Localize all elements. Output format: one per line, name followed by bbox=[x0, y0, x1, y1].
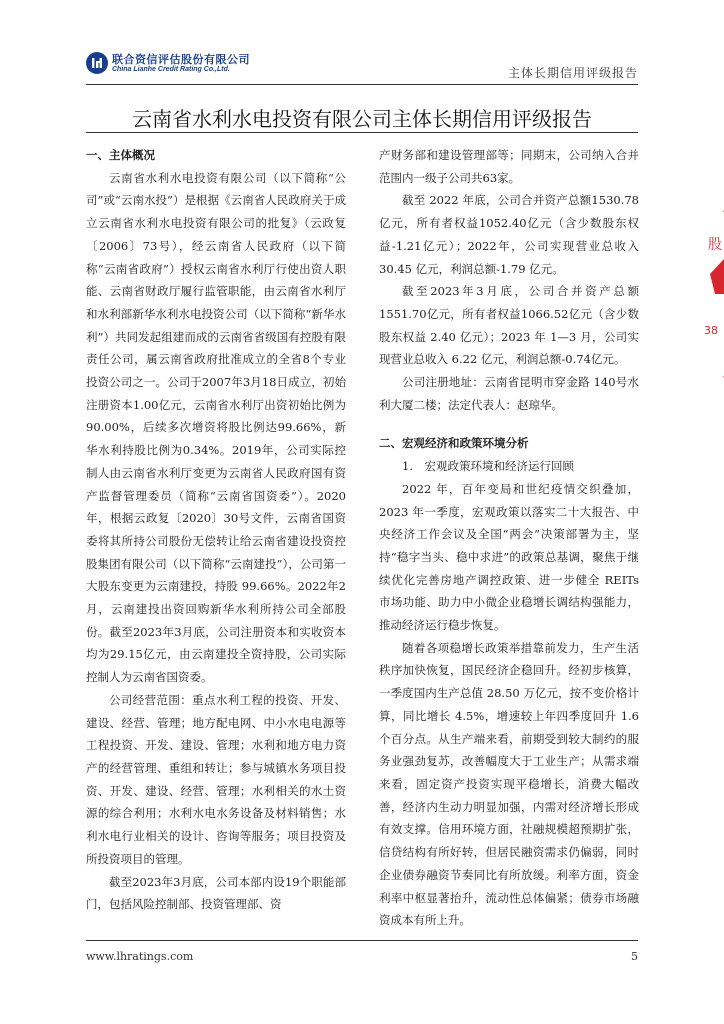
paragraph: 截至 2022 年底，公司合并资产总额1530.78亿元，所有者权益1052.40亿元（含少数股东权益-1.21亿元）；2022年，公司实现营业总收入 30.45 亿元，利润总额-1.79 亿元。 bbox=[379, 193, 639, 276]
paragraph: 截至2023年3月底，公司合并资产总额1551.70亿元，所有者权益1066.52亿元（含少数股东权益 2.40 亿元）；2023 年 1—3 月，公司实现营业总收入 6.22 亿元，利润总额-0.74亿元。 bbox=[379, 284, 639, 367]
section-heading: 一、主体概况 bbox=[86, 148, 155, 162]
stamp-text-bottom: 38 bbox=[704, 324, 718, 337]
footer-divider bbox=[86, 940, 638, 941]
right-column bbox=[379, 144, 639, 932]
company-name-cn: 联合资信评估股份有限公司 bbox=[112, 53, 250, 66]
title-divider bbox=[86, 132, 638, 133]
paragraph: 公司经营范围：重点水利工程的投资、开发、建设、经营、管理；地方配电网、中小水电电源等工程投资、开发、建设、管理；水利和地方电力资产的经营管理、重组和转让；参与城镇水务项目投资、开发、建设、经营、管理；水利相关的水土资源的综合利用；水利水电水务设备及材料销售；水利水电行业相关的设计、咨询等服务；项目投资及所投资项目的管理。 bbox=[86, 692, 346, 866]
paragraph: 2022 年，百年变局和世纪疫情交织叠加，2023 年一季度，宏观政策以落实二十大报告、中央经济工作会议及全国“两会”决策部署为主，坚持“稳字当头、稳中求进”的政策总基调，聚焦于继续优化完善房地产调控政策、进一步健全 REITs 市场功能、助力中小微企业稳增长调结构强能力，推动经济运行稳步恢复。 bbox=[379, 481, 639, 633]
red-seal-stamp-icon bbox=[690, 204, 724, 384]
header-divider bbox=[86, 84, 638, 85]
stamp-text-top: 股 bbox=[708, 237, 722, 253]
left-column bbox=[86, 144, 346, 916]
subsection-heading: 1. 宏观政策环境和经济运行回顾 bbox=[402, 459, 574, 474]
section-heading: 二、宏观经济和政策环境分析 bbox=[379, 436, 529, 451]
footer-url: www.lhratings.com bbox=[86, 950, 194, 963]
paragraph: 随着各项稳增长政策举措靠前发力，生产生活秩序加快恢复，国民经济企稳回升。经初步核算，一季度国内生产总值 28.50 万亿元，按不变价格计算，同比增长 4.5%，增速较上年四季度回升 1.6 个百分点。从生产端来看，前期受到较大制约的服务业强劲复苏，改善幅度大于工业生产；从需求端来看，固定资产投资实现平稳增长，消费大幅改善，经济内生动力明显加强，内需对经济增长形成有效支撑。信用环境方面，社融规模超预期扩张，信贷结构有所好转，但居民融资需求仍偏弱，同时企业债券融资节奏同比有所放缓。利率方面，资金利率中枢显著抬升，流动性总体偏紧；债券市场融资成本有所上升。 bbox=[379, 640, 639, 928]
company-name-en: China Lianhe Credit Rating Co.,Ltd. bbox=[112, 66, 230, 73]
paragraph: 截至2023年3月底，公司本部内设19个职能部门，包括风险控制部、投资管理部、资 bbox=[86, 874, 346, 912]
paragraph: 公司注册地址：云南省昆明市穿金路 140号水利大厦二楼；法定代表人：赵琼华。 bbox=[379, 375, 639, 412]
paragraph-continued: 产财务部和建设管理部等；同期末，公司纳入合并范围内一级子公司共63家。 bbox=[379, 148, 639, 185]
page-number: 5 bbox=[631, 950, 638, 963]
logo-glyph-icon bbox=[89, 55, 105, 71]
paragraph: 云南省水利水电投资有限公司（以下简称“公司”或“云南水投”）是根据《云南省人民政府关于成立云南省水利水电投资有限公司的批复》（云政复〔2006〕73号），经云南省人民政府（以下简称“云南省政府”）授权云南省水利厅行使出资人职能、云南省财政厅履行监管职能，由云南省水利厅和水利部新华水利水电投资公司（以下简称“新华水利”）共同发起组建而成的云南省省级国有控股有限责任公司，属云南省政府批准成立的全省8个专业投资公司之一。公司于2007年3月18日成立，初始注册资本1.00亿元，云南省水利厅出资初始比例为 90.00%，后续多次增资将股比例达99.66%，新华水利持股比例为0.34%。2019年，公司实际控制人由云南省水利厅变更为云南省人民政府国有资产监督管理委员（简称“云南省国资委”）。2020年，根据云政复〔2020〕30号文件，云南省国资委将其所持公司股份无偿转让给云南省建设投资控股集团有限公司（以下简称“云南建投”），公司第一大股东变更为云南建投，持股 99.66%。2022年2月，云南建投出资回购新华水利所持公司全部股份。截至2023年3月底，公司注册资本和实收资本均为29.15亿元，由云南建投全资持股，公司实际控制人为云南省国资委。 bbox=[86, 170, 346, 685]
report-type-header: 主体长期信用评级报告 bbox=[507, 66, 638, 80]
section-gap bbox=[379, 416, 639, 432]
page-title: 云南省水利水电投资有限公司主体长期信用评级报告 bbox=[132, 107, 592, 131]
